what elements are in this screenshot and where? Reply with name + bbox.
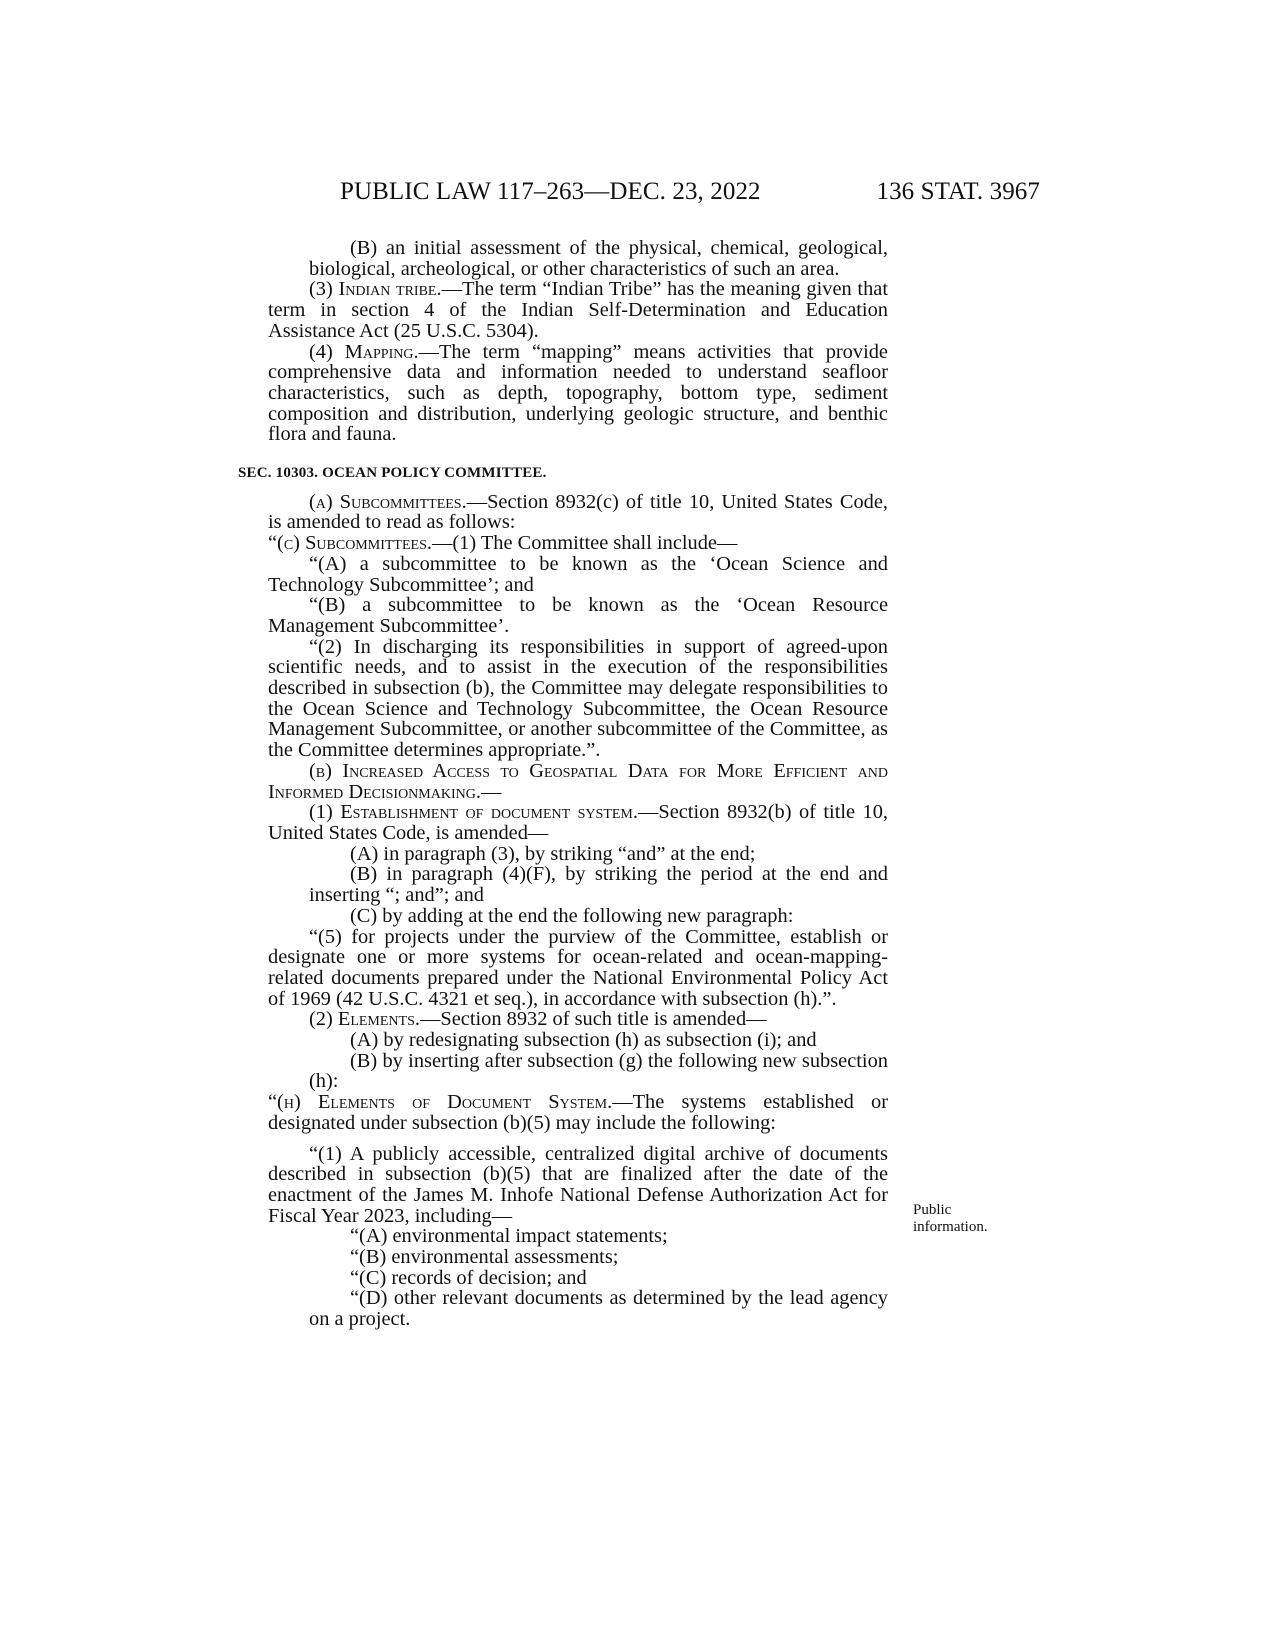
- subsection-heading: “(c) Subcommittees.: [268, 532, 432, 555]
- section-heading: SEC. 10303. OCEAN POLICY COMMITTEE.: [238, 465, 547, 482]
- paragraph-text: —(1) The Committee shall include—: [431, 532, 738, 555]
- paragraph-text: —Section 8932(b) of title 10, United States Code, is amended—: [268, 801, 888, 844]
- subsection-heading: “(h) Elements of Document System.: [268, 1091, 613, 1114]
- paragraph: [268, 761, 888, 802]
- paragraph-text: —The term “Indian Tribe” has the meaning given that term in section 4 of the Indian Self-Determination and Education Assistance Act (25 U.S.C. 5304).: [268, 278, 889, 342]
- paragraph: (B) an initial assessment of the physical, chemical, geological, biological, archeological, or other characteristics of such an area.: [309, 237, 888, 280]
- term-heading: (3) Indian tribe.: [309, 278, 442, 301]
- paragraph: (C) by adding at the end the following new paragraph:: [350, 904, 794, 927]
- paragraph: [268, 342, 888, 446]
- paragraph: (A) in paragraph (3), by striking “and” at the end;: [350, 842, 756, 865]
- paragraph: [268, 492, 888, 533]
- paragraph-text: —: [480, 780, 502, 803]
- paragraph: “(5) for projects under the purview of the Committee, establish or designate one or more systems for ocean-related and ocean-mapping-related documents prepared under the National Environmental Policy Act of 1969 (42 U.S.C. 4321 et seq.), in accordance with subsection (h).”.: [268, 925, 888, 1010]
- paragraph: [268, 1092, 888, 1133]
- paragraph: (B) in paragraph (4)(F), by striking the period at the end and inserting “; and”; and: [309, 863, 888, 907]
- paragraph: [268, 279, 888, 341]
- paragraph: “(D) other relevant documents as determined by the lead agency on a project.: [309, 1287, 888, 1331]
- paragraph: (A) by redesignating subsection (h) as subsection (i); and: [350, 1029, 817, 1052]
- paragraph: “(A) environmental impact statements;: [350, 1225, 668, 1248]
- margin-note: [913, 1202, 988, 1236]
- margin-note-line: Public: [913, 1202, 952, 1218]
- paragraph: “(2) In discharging its responsibilities in support of agreed-upon scientific needs, and to assist in the execution of the responsibilities described in subsection (b), the Committee may delegate responsibilities to the Ocean Science and Technology Subcommittee, the Ocean Resource Management Subcommittee, or another subcommittee of the Committee, as the Committee determines appropriate.”.: [268, 635, 888, 762]
- paragraph: (B) by inserting after subsection (g) the following new subsection (h):: [309, 1049, 888, 1093]
- paragraph-text: —The systems established or designated under subsection (b)(5) may include the following:: [268, 1091, 888, 1134]
- subsection-heading: (b) Increased Access to Geospatial Data for More Efficient and Informed Decisionmaking.: [268, 759, 888, 803]
- paragraph: “(B) environmental assessments;: [350, 1246, 619, 1269]
- page-number: 136 STAT. 3967: [876, 178, 1040, 205]
- term-heading: (4) Mapping.: [309, 340, 419, 363]
- paragraph-heading: (1) Establishment of document system.: [309, 801, 638, 824]
- paragraph-text: —Section 8932 of such title is amended—: [419, 1008, 767, 1031]
- paragraph: “(C) records of decision; and: [350, 1266, 587, 1289]
- paragraph-text: —Section 8932(c) of title 10, United States Code, is amended to read as follows:: [268, 490, 888, 534]
- running-title: PUBLIC LAW 117–263—DEC. 23, 2022: [340, 178, 761, 205]
- document-body: [238, 237, 889, 1331]
- paragraph-heading: (2) Elements.: [309, 1008, 420, 1031]
- subsection-heading: (a) Subcommittees.: [309, 490, 467, 513]
- paragraph-text: —The term “mapping” means activities that provide comprehensive data and information needed to understand seafloor characteristics, such as depth, topography, bottom type, sediment composition and distribution, underlying geologic structure, and benthic flora and fauna.: [268, 340, 888, 446]
- paragraph: “(A) a subcommittee to be known as the ‘Ocean Science and Technology Subcommittee’; and: [268, 552, 888, 596]
- paragraph: “(1) A publicly accessible, centralized digital archive of documents described in subsection (b)(5) that are finalized after the date of the enactment of the James M. Inhofe National Defense Authorization Act for Fiscal Year 2023, including—: [268, 1142, 888, 1227]
- paragraph: [268, 802, 888, 843]
- paragraph: [268, 1009, 888, 1030]
- paragraph: “(B) a subcommittee to be known as the ‘Ocean Resource Management Subcommittee’.: [268, 594, 888, 637]
- page-header: [268, 178, 1040, 218]
- margin-note-line: information.: [913, 1219, 988, 1235]
- paragraph: [268, 533, 888, 554]
